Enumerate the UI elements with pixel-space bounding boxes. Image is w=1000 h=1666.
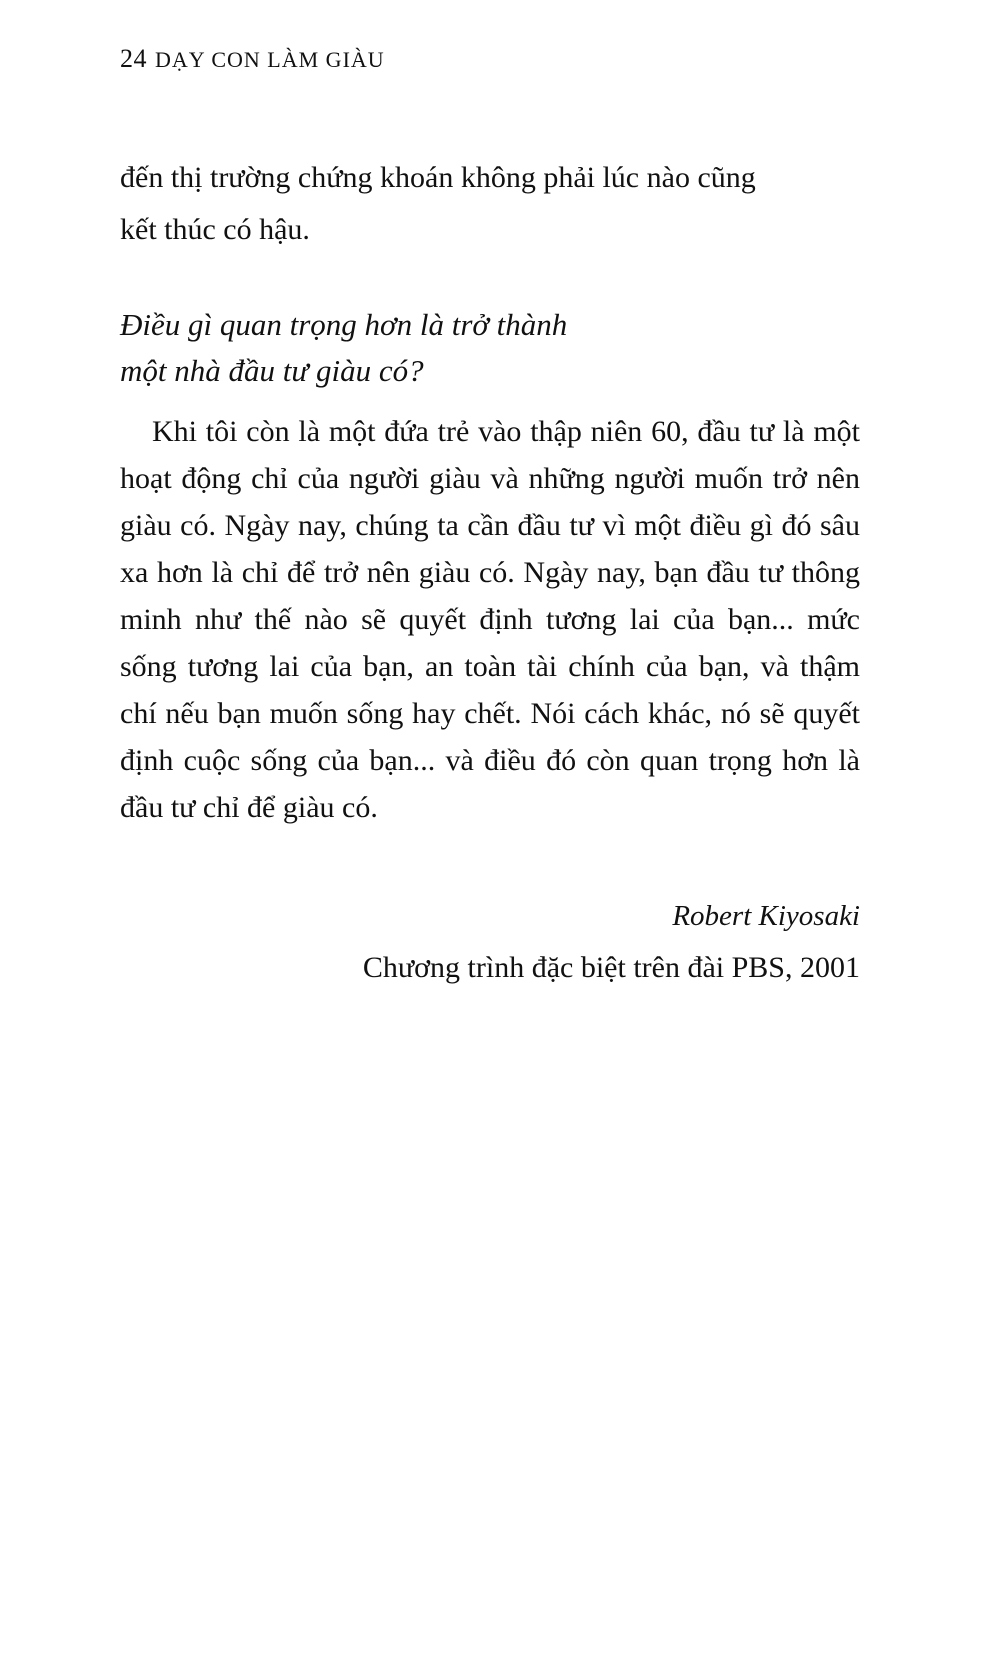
section-heading (120, 302, 860, 394)
running-header (120, 44, 385, 74)
body-paragraph-text: Khi tôi còn là một đứa trẻ vào thập niên 60, đầu tư là một hoạt động chỉ của người giàu và những người muốn trở nên giàu có. Ngày nay, chúng ta cần đầu tư vì một điều gì đó sâu xa hơn là chỉ để trở nên giàu có. Ngày nay, bạn đầu tư thông minh như thế nào sẽ quyết định tương lai của bạn... mức sống tương lai của bạn, an toàn tài chính của bạn, và thậm chí nếu bạn muốn sống hay chết. Nói cách khác, nó sẽ quyết định cuộc sống của bạn... và điều đó còn quan trọng hơn là đầu tư chỉ để giàu có. (120, 415, 860, 824)
page-number: 24 (120, 44, 147, 73)
continuation-paragraph (120, 152, 860, 256)
attribution-author: Robert Kiyosaki (672, 900, 860, 932)
body-paragraph (120, 408, 860, 831)
continuation-line: kết thúc có hậu. (120, 213, 310, 246)
book-title: DẠY CON LÀM GIÀU (155, 47, 385, 72)
quote-attribution (120, 890, 860, 994)
section-heading-line: một nhà đầu tư giàu có? (120, 353, 424, 388)
attribution-source: Chương trình đặc biệt trên đài PBS, 2001 (362, 951, 860, 984)
continuation-line: đến thị trường chứng khoán không phải lúc nào cũng (120, 161, 756, 194)
section-heading-line: Điều gì quan trọng hơn là trở thành (120, 307, 568, 342)
